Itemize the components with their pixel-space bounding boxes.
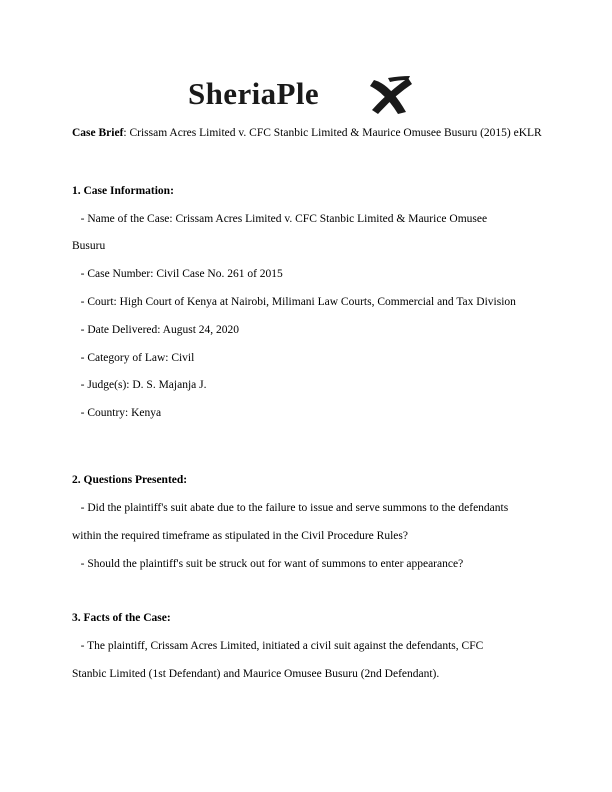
fact-1-line-2: Stanbic Limited (1st Defendant) and Maurice Omusee Busuru (2nd Defendant). <box>72 668 440 680</box>
case-name-line-1: - Name of the Case: Crissam Acres Limited v. CFC Stanbic Limited & Maurice Omusee <box>72 213 488 225</box>
question-1-line-2: within the required timeframe as stipulated in the Civil Procedure Rules? <box>72 530 408 542</box>
case-court: - Court: High Court of Kenya at Nairobi, Milimani Law Courts, Commercial and Tax Division <box>72 296 516 308</box>
question-2: - Should the plaintiff's suit be struck out for want of summons to enter appearance? <box>72 558 464 570</box>
case-brief-text: : Crissam Acres Limited v. CFC Stanbic Limited & Maurice Omusee Busuru (2015) eKLR <box>123 127 542 139</box>
case-brief-label: Case Brief <box>72 127 124 139</box>
case-judges: - Judge(s): D. S. Majanja J. <box>72 379 207 391</box>
case-name-line-2: Busuru <box>72 240 106 252</box>
case-brief-title <box>72 126 542 140</box>
logo-x-mark <box>368 74 412 118</box>
case-country: - Country: Kenya <box>72 407 162 419</box>
case-date-delivered: - Date Delivered: August 24, 2020 <box>72 324 240 336</box>
case-category: - Category of Law: Civil <box>72 352 195 364</box>
section-heading-questions-presented: 2. Questions Presented: <box>72 474 188 486</box>
logo-wordmark: SheriaPle <box>188 76 320 111</box>
fact-1-line-1: - The plaintiff, Crissam Acres Limited, initiated a civil suit against the defendants, CFC <box>72 640 484 652</box>
case-number: - Case Number: Civil Case No. 261 of 2015 <box>72 268 283 280</box>
section-heading-facts: 3. Facts of the Case: <box>72 612 171 624</box>
question-1-line-1: - Did the plaintiff's suit abate due to the failure to issue and serve summons to the defendants <box>72 502 509 514</box>
sheriaplex-logo <box>188 74 412 118</box>
section-heading-case-information: 1. Case Information: <box>72 185 174 197</box>
